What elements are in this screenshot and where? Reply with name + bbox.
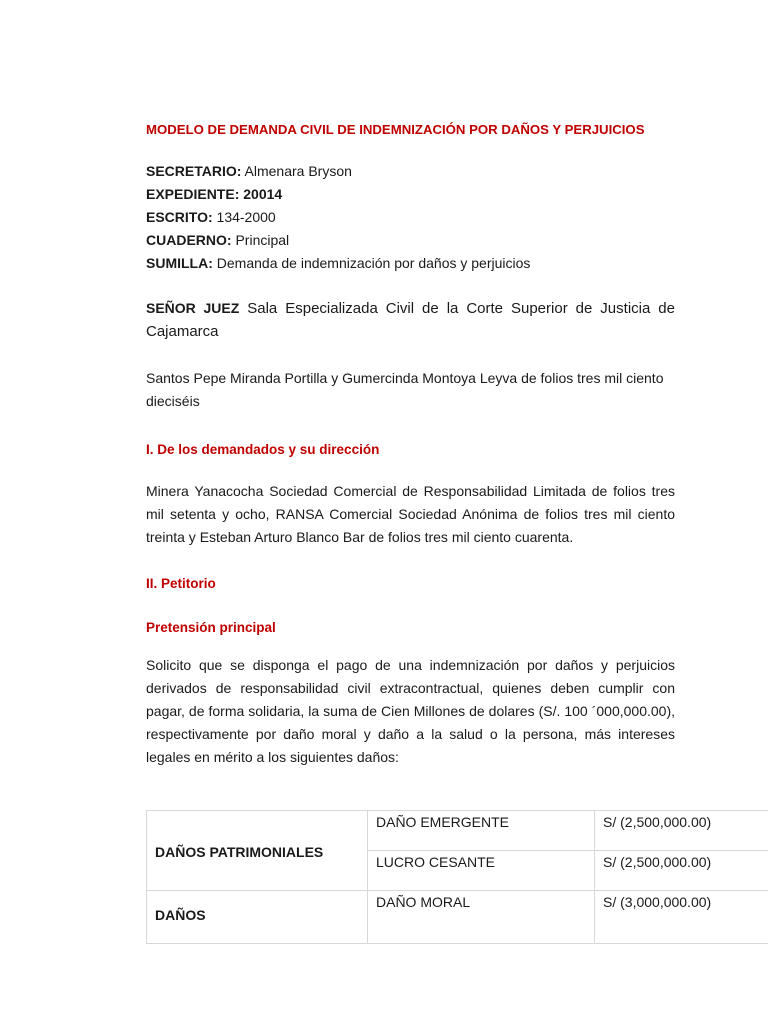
judge-address	[146, 297, 675, 343]
damage-type: DAÑO MORAL	[368, 891, 595, 944]
judge-label: SEÑOR JUEZ	[146, 300, 240, 316]
section-petitorio-heading: II. Petitorio	[146, 576, 216, 591]
plaintiffs-paragraph: Santos Pepe Miranda Portilla y Gumercinda Montoya Leyva de folios tres mil ciento dieciséis	[146, 370, 664, 409]
table-row	[147, 811, 768, 851]
meta-value: Demanda de indemnización por daños y perjuicios	[212, 255, 531, 271]
damages-table	[146, 810, 768, 944]
meta-expediente	[146, 183, 675, 206]
meta-label: ESCRITO:	[146, 209, 213, 225]
document-title: MODELO DE DEMANDA CIVIL DE INDEMNIZACIÓN POR DAÑOS Y PERJUICIOS	[146, 122, 645, 137]
damage-type: LUCRO CESANTE	[368, 851, 595, 891]
damage-amount: S/ (3,000,000.00)	[595, 891, 768, 944]
damage-category: DAÑOS PATRIMONIALES	[147, 811, 368, 891]
meta-label: SECRETARIO:	[146, 163, 242, 179]
damage-category: DAÑOS	[147, 891, 368, 944]
meta-escrito	[146, 206, 675, 229]
meta-label: EXPEDIENTE: 20014	[146, 186, 283, 202]
main-claim-text: Solicito que se disponga el pago de una indemnización por daños y perjuicios derivados de responsabilidad civil extracontractual, quienes deben cumplir con pagar, de forma solidaria, la suma de Cien Millones de dolares (S/. 100 ´000,000.00), respectivamente por daño moral y daño a la salud o la persona, más intereses legales en mérito a los siguientes daños:	[146, 657, 675, 765]
meta-value: Principal	[231, 232, 290, 248]
meta-secretario	[146, 160, 675, 183]
meta-value: 134-2000	[212, 209, 276, 225]
section-defendants-text: Minera Yanacocha Sociedad Comercial de Responsabilidad Limitada de folios tres mil setenta y ocho, RANSA Comercial Sociedad Anónima de folios tres mil ciento treinta y Esteban Arturo Blanco Bar de folios tres mil ciento cuarenta.	[146, 483, 675, 545]
meta-sumilla	[146, 252, 675, 275]
damage-amount: S/ (2,500,000.00)	[595, 811, 768, 851]
table-row	[147, 891, 768, 944]
document-body	[146, 118, 675, 769]
section-defendants-heading: I. De los demandados y su dirección	[146, 442, 380, 457]
meta-label: CUADERNO:	[146, 232, 232, 248]
main-claim-heading: Pretensión principal	[146, 620, 276, 635]
case-metadata	[146, 160, 675, 275]
damage-type: DAÑO EMERGENTE	[368, 811, 595, 851]
meta-cuaderno	[146, 229, 675, 252]
meta-label: SUMILLA:	[146, 255, 213, 271]
meta-value: Almenara Bryson	[241, 163, 352, 179]
damage-amount: S/ (2,500,000.00)	[595, 851, 768, 891]
judge-court: Sala Especializada Civil de la Corte Superior de Justicia de Cajamarca	[146, 300, 675, 340]
